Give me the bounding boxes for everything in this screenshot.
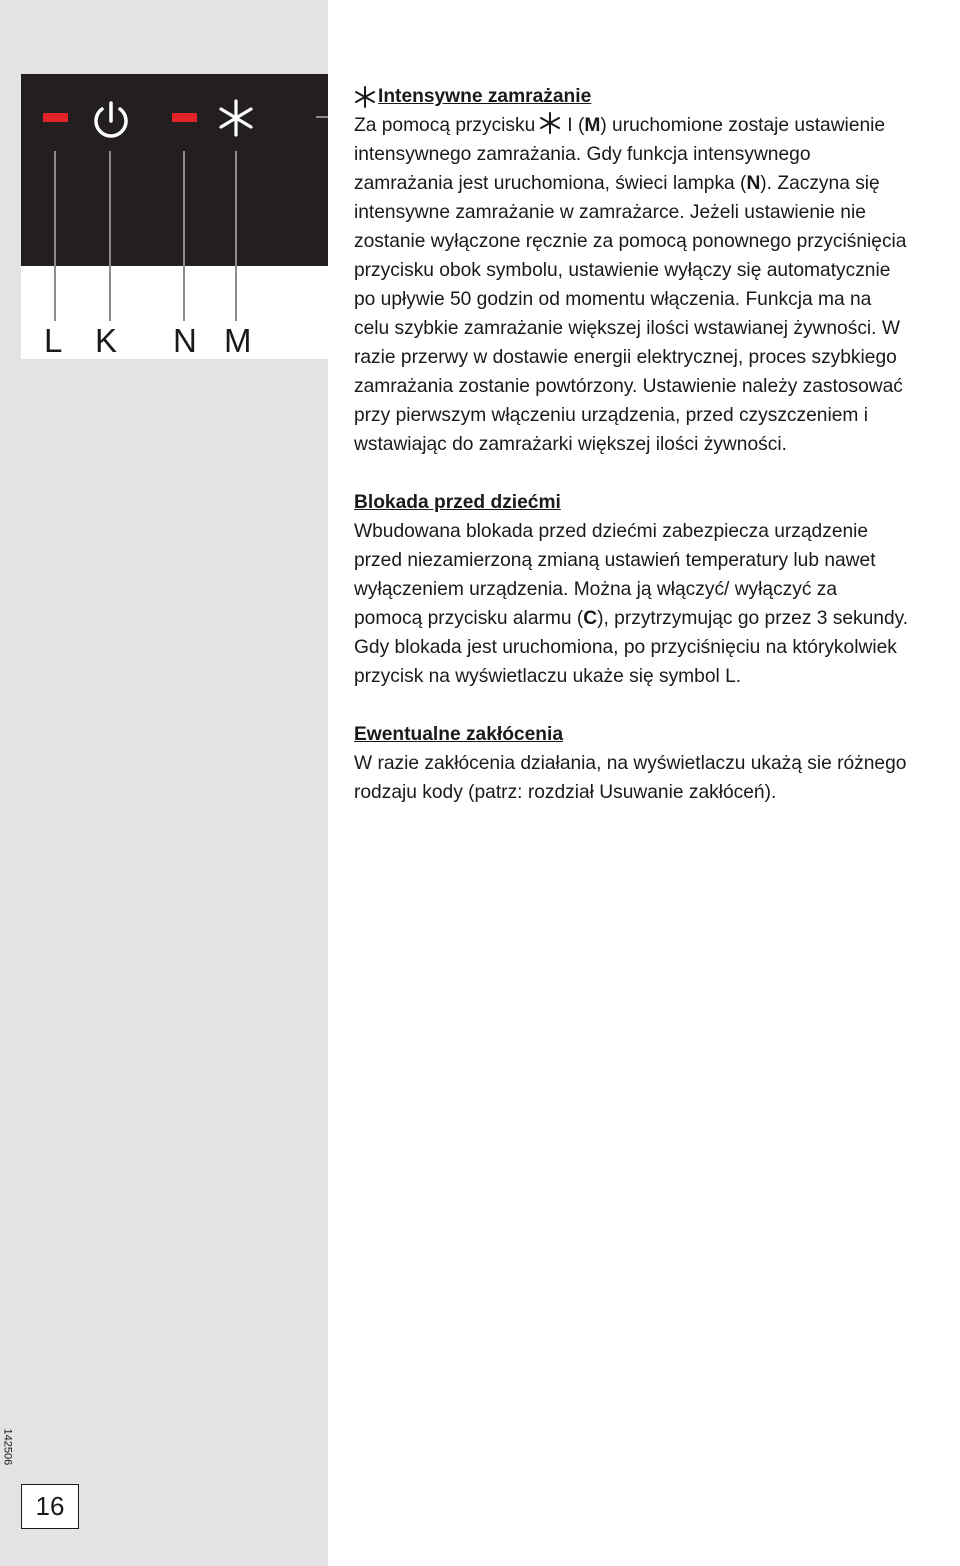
text-fragment: Za pomocą przycisku (354, 115, 536, 136)
text-line: Gdy blokada jest uruchomiona, po przyciśnięciu na którykolwiek (354, 637, 897, 658)
text-line: wyłączeniem urządzenia. Można ją włączyć/ wyłączyć za (354, 579, 838, 600)
text-line: Wbudowana blokada przed dziećmi zabezpiecza urządzenie (354, 521, 869, 542)
text-fragment: zamrażania jest uruchomiona, świeci lampka ( (354, 173, 747, 194)
text-fragment: pomocą przycisku alarmu ( (354, 608, 584, 629)
text-line: intensywne zamrażanie w zamrażarce. Jeżeli ustawienie nie (354, 202, 866, 223)
text-fragment: ), przytrzymując go przez 3 sekundy. (597, 608, 909, 629)
panel-letter-m: M (224, 322, 252, 359)
section-title: Ewentualne zakłócenia (354, 724, 564, 745)
leader-line-k (109, 151, 111, 321)
leader-line-n (183, 151, 185, 321)
leader-line-m (235, 151, 237, 321)
text-line (354, 111, 960, 140)
text-line: przy pierwszym włączeniu urządzenia, przed czyszczeniem i (354, 405, 868, 426)
label-n: N (746, 173, 761, 194)
text-line: przycisku obok symbolu, ustawienie wyłączy się automatycznie (354, 260, 891, 281)
panel-edge-mark (316, 116, 328, 118)
document-code: 142506 (1, 1428, 14, 1466)
led-indicator-n (172, 113, 197, 122)
main-text-column (354, 82, 960, 836)
text-line: razie przerwy w dostawie energii elektrycznej, proces szybkiego (354, 347, 897, 368)
snowflake-star-icon (218, 99, 254, 137)
leader-line-l (54, 151, 56, 321)
snowflake-star-icon (539, 112, 561, 134)
text-fragment: ). Zaczyna się (760, 173, 880, 194)
text-line: W razie zakłócenia działania, na wyświetlaczu ukażą sie różnego (354, 753, 907, 774)
panel-letter-l: L (44, 322, 63, 359)
power-icon (89, 99, 133, 143)
text-line (354, 169, 960, 198)
section-title: Intensywne zamrażanie (378, 86, 592, 107)
panel-letter-k: K (95, 322, 118, 359)
control-panel-dark-area (21, 74, 328, 266)
text-line: intensywnego zamrażania. Gdy funkcja intensywnego (354, 144, 811, 165)
text-line (354, 604, 960, 633)
text-line: celu szybkie zamrażanie większej ilości wstawianej żywności. W (354, 318, 900, 339)
section-faults (354, 720, 960, 807)
section-intensive-freezing (354, 82, 960, 459)
text-line: wstawiając do zamrażarki większej ilości żywności. (354, 434, 787, 455)
text-fragment: ) uruchomione zostaje ustawienie (600, 115, 886, 136)
panel-letter-n: N (173, 322, 197, 359)
label-m: M (584, 115, 601, 136)
left-margin-column (0, 0, 328, 1566)
control-panel-illustration (21, 74, 328, 359)
section-heading-row (354, 82, 960, 111)
page-number: 16 (21, 1484, 79, 1529)
text-line: po upływie 50 godzin od momentu włączenia. Funkcja ma na (354, 289, 872, 310)
led-indicator-l (43, 113, 68, 122)
text-line: zostanie wyłączone ręcznie za pomocą ponownego przyciśnięcia (354, 231, 907, 252)
section-child-lock (354, 488, 960, 691)
text-line: zamrażania zostanie powtórzony. Ustawienie należy zastosować (354, 376, 903, 397)
text-line: przycisk na wyświetlaczu ukaże się symbol L. (354, 666, 742, 687)
label-c: C (583, 608, 598, 629)
snowflake-star-icon (354, 86, 376, 108)
text-fragment: I ( (567, 115, 585, 136)
text-line: rodzaju kody (patrz: rozdział Usuwanie zakłóceń). (354, 782, 777, 803)
text-line: przed niezamierzoną zmianą ustawień temperatury lub nawet (354, 550, 876, 571)
section-title: Blokada przed dziećmi (354, 492, 561, 513)
